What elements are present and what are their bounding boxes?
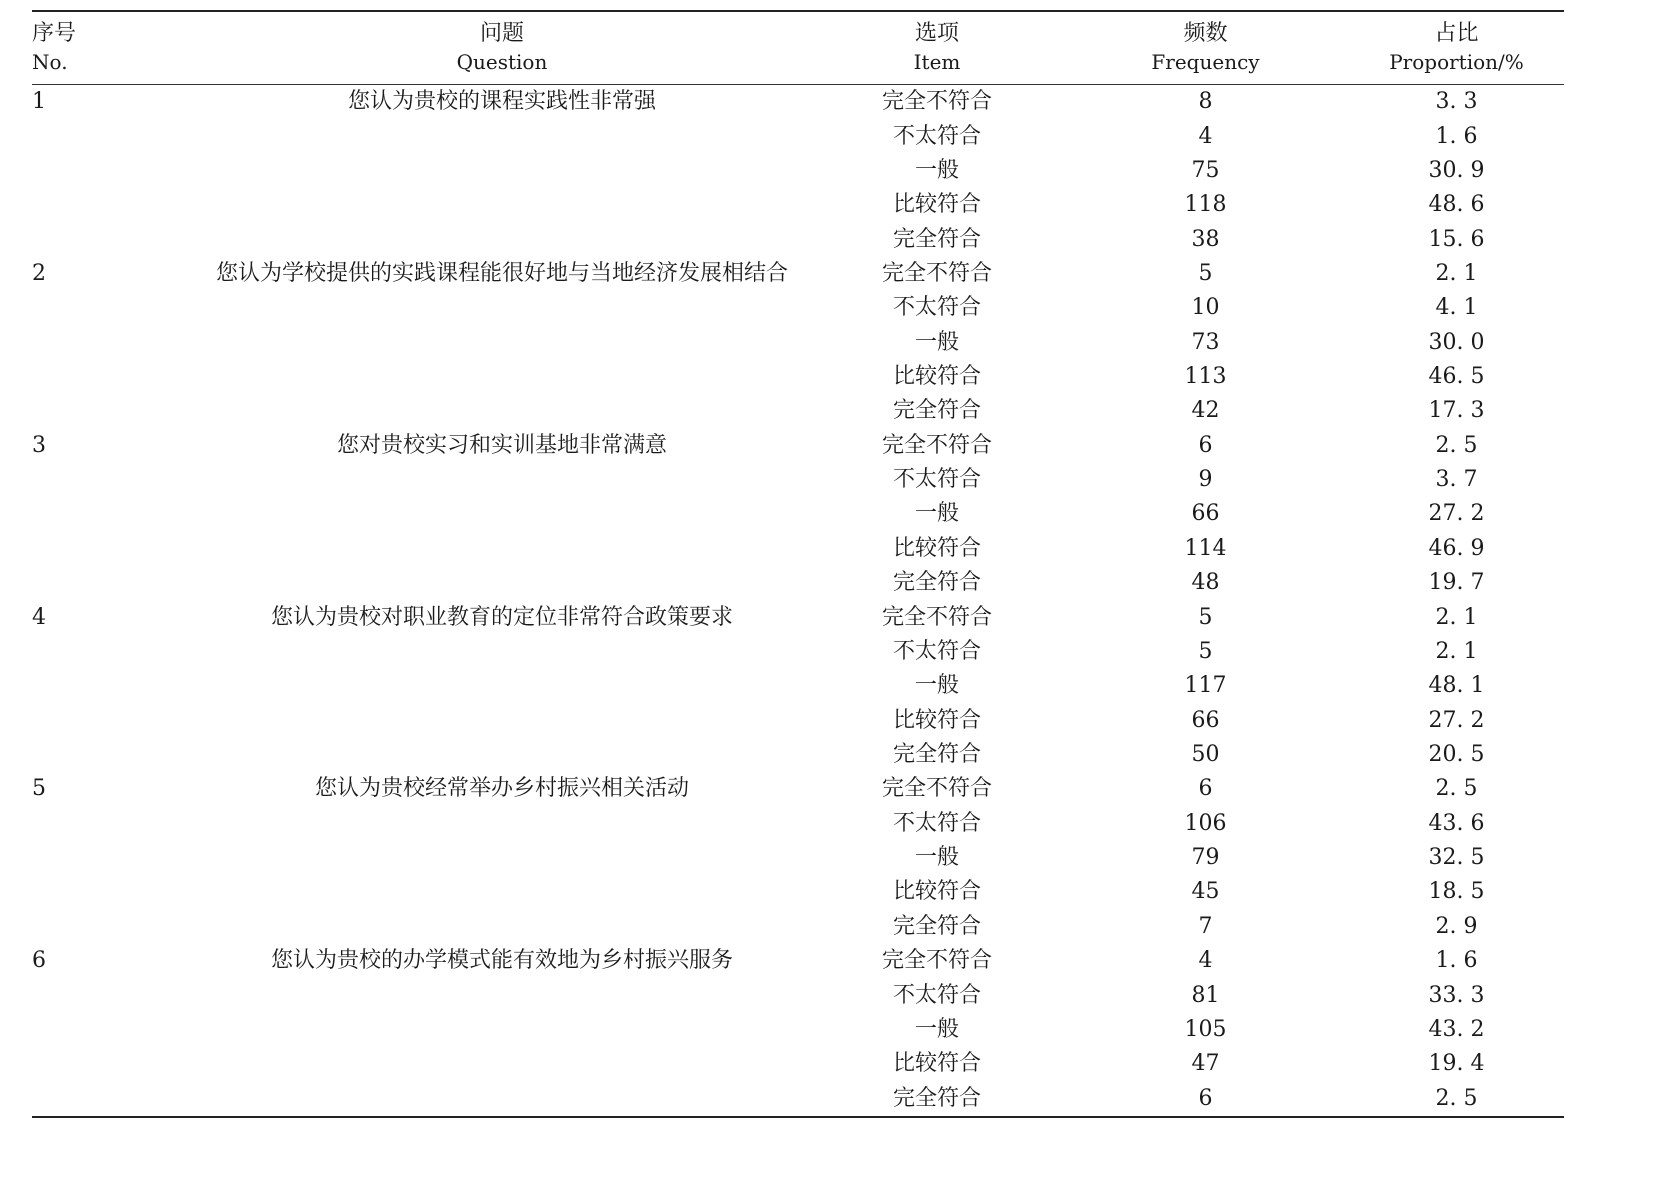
cell-no — [32, 1081, 192, 1115]
cell-question — [192, 703, 812, 737]
table-row — [32, 772, 1564, 806]
cell-item: 完全不符合 — [881, 776, 992, 802]
cell-question — [192, 222, 812, 256]
cell-item: 比较符合 — [892, 707, 981, 733]
cell-frequency: 106 — [1184, 810, 1227, 836]
table-row — [32, 1081, 1564, 1115]
cell-question — [192, 875, 812, 909]
cell-proportion: 48. 6 — [1428, 192, 1485, 218]
table-row — [32, 1013, 1564, 1047]
cell-proportion: 27. 2 — [1428, 707, 1485, 733]
cell-question — [192, 497, 812, 531]
cell-frequency: 38 — [1191, 226, 1220, 252]
cell-item: 不太符合 — [892, 467, 981, 493]
header-frequency — [1062, 12, 1349, 84]
cell-question — [192, 463, 812, 497]
cell-proportion: 15. 6 — [1428, 226, 1485, 252]
cell-question — [192, 119, 812, 153]
cell-no — [32, 807, 192, 841]
table-body — [32, 85, 1564, 1116]
cell-frequency: 48 — [1191, 570, 1220, 596]
cell-frequency: 7 — [1198, 913, 1213, 939]
header-proportion — [1349, 12, 1564, 84]
cell-item: 比较符合 — [892, 879, 981, 905]
cell-no: 6 — [32, 948, 46, 974]
cell-no — [32, 635, 192, 669]
table-row — [32, 85, 1564, 119]
cell-question — [192, 566, 812, 600]
cell-frequency: 47 — [1191, 1051, 1220, 1077]
cell-question — [192, 360, 812, 394]
cell-no — [32, 703, 192, 737]
cell-no — [32, 222, 192, 256]
cell-item: 一般 — [914, 673, 959, 699]
cell-item: 完全符合 — [892, 226, 981, 252]
cell-question — [192, 1081, 812, 1115]
cell-no: 4 — [32, 604, 46, 630]
cell-no — [32, 1013, 192, 1047]
table-row — [32, 119, 1564, 153]
header-frequency-cn: 频数 — [1183, 21, 1228, 46]
cell-no — [32, 669, 192, 703]
cell-no: 1 — [32, 89, 46, 115]
cell-question — [192, 326, 812, 360]
table-row — [32, 635, 1564, 669]
cell-frequency: 117 — [1184, 673, 1227, 699]
cell-question: 您对贵校实习和实训基地非常满意 — [336, 432, 667, 458]
cell-frequency: 73 — [1191, 329, 1220, 355]
cell-question — [192, 532, 812, 566]
cell-question — [192, 669, 812, 703]
cell-no — [32, 463, 192, 497]
cell-item: 完全符合 — [892, 913, 981, 939]
header-row — [32, 12, 1564, 84]
survey-table-body — [32, 85, 1564, 1116]
header-question — [192, 12, 812, 84]
table-row — [32, 497, 1564, 531]
cell-question — [192, 188, 812, 222]
table-row — [32, 841, 1564, 875]
table-row — [32, 1047, 1564, 1081]
cell-no — [32, 532, 192, 566]
table-row — [32, 257, 1564, 291]
table-row — [32, 326, 1564, 360]
header-item-cn: 选项 — [914, 21, 959, 46]
cell-question: 您认为贵校的课程实践性非常强 — [347, 89, 656, 115]
cell-item: 一般 — [914, 329, 959, 355]
cell-no — [32, 738, 192, 772]
cell-question: 您认为贵校的办学模式能有效地为乡村振兴服务 — [270, 948, 733, 974]
cell-no — [32, 119, 192, 153]
header-question-cn: 问题 — [479, 21, 524, 46]
cell-question — [192, 635, 812, 669]
cell-item: 一般 — [914, 1016, 959, 1042]
cell-frequency: 42 — [1191, 398, 1220, 424]
cell-item: 一般 — [914, 845, 959, 871]
header-no-cn: 序号 — [32, 21, 77, 46]
cell-frequency: 81 — [1191, 982, 1220, 1008]
cell-frequency: 105 — [1184, 1016, 1227, 1042]
table-row — [32, 360, 1564, 394]
header-question-en: Question — [456, 50, 548, 74]
table-row — [32, 669, 1564, 703]
cell-proportion: 2. 1 — [1435, 260, 1478, 286]
table-row — [32, 394, 1564, 428]
cell-proportion: 43. 6 — [1428, 810, 1485, 836]
cell-proportion: 17. 3 — [1428, 398, 1485, 424]
table-row — [32, 222, 1564, 256]
cell-no — [32, 497, 192, 531]
cell-frequency: 79 — [1191, 845, 1220, 871]
cell-frequency: 6 — [1198, 1085, 1213, 1111]
cell-proportion: 46. 9 — [1428, 535, 1485, 561]
cell-question — [192, 394, 812, 428]
cell-frequency: 113 — [1184, 364, 1227, 390]
cell-question — [192, 807, 812, 841]
cell-frequency: 45 — [1191, 879, 1220, 905]
cell-proportion: 2. 1 — [1435, 604, 1478, 630]
table-row — [32, 600, 1564, 634]
cell-proportion: 1. 6 — [1435, 123, 1478, 149]
cell-no — [32, 326, 192, 360]
cell-item: 完全符合 — [892, 570, 981, 596]
cell-question — [192, 841, 812, 875]
cell-proportion: 2. 5 — [1435, 776, 1478, 802]
table-header — [32, 12, 1564, 84]
cell-no — [32, 978, 192, 1012]
table-row — [32, 291, 1564, 325]
table-row — [32, 532, 1564, 566]
cell-frequency: 5 — [1198, 604, 1213, 630]
cell-proportion: 48. 1 — [1428, 673, 1485, 699]
header-proportion-cn: 占比 — [1434, 21, 1479, 46]
cell-frequency: 4 — [1198, 948, 1213, 974]
cell-question — [192, 910, 812, 944]
cell-no — [32, 360, 192, 394]
cell-frequency: 9 — [1198, 467, 1213, 493]
table-row — [32, 910, 1564, 944]
cell-proportion: 3. 3 — [1435, 89, 1478, 115]
cell-frequency: 6 — [1198, 776, 1213, 802]
cell-proportion: 19. 7 — [1428, 570, 1485, 596]
cell-item: 一般 — [914, 501, 959, 527]
cell-no — [32, 1047, 192, 1081]
table-row — [32, 738, 1564, 772]
cell-question: 您认为贵校对职业教育的定位非常符合政策要求 — [270, 604, 733, 630]
cell-no — [32, 188, 192, 222]
cell-item: 完全符合 — [892, 742, 981, 767]
cell-item: 不太符合 — [892, 123, 981, 149]
header-no — [32, 12, 192, 84]
table-bottom-rule — [32, 1116, 1564, 1118]
cell-no — [32, 154, 192, 188]
table-row — [32, 944, 1564, 978]
cell-no — [32, 875, 192, 909]
cell-frequency: 5 — [1198, 638, 1213, 664]
cell-proportion: 2. 5 — [1435, 432, 1478, 458]
cell-proportion: 18. 5 — [1428, 879, 1485, 905]
cell-item: 不太符合 — [892, 638, 981, 664]
cell-no — [32, 291, 192, 325]
cell-proportion: 30. 0 — [1428, 329, 1485, 355]
cell-item: 不太符合 — [892, 810, 981, 836]
cell-frequency: 5 — [1198, 260, 1213, 286]
cell-frequency: 10 — [1191, 295, 1220, 321]
cell-no: 5 — [32, 776, 46, 802]
cell-item: 完全不符合 — [881, 604, 992, 630]
cell-item: 比较符合 — [892, 535, 981, 561]
cell-frequency: 8 — [1198, 89, 1213, 115]
table-row — [32, 978, 1564, 1012]
cell-item: 比较符合 — [892, 1051, 981, 1077]
cell-item: 比较符合 — [892, 192, 981, 218]
cell-question: 您认为贵校经常举办乡村振兴相关活动 — [314, 776, 689, 802]
cell-item: 完全符合 — [892, 398, 981, 424]
cell-question — [192, 738, 812, 772]
cell-frequency: 6 — [1198, 432, 1213, 458]
cell-item: 完全不符合 — [881, 260, 992, 286]
cell-frequency: 66 — [1191, 707, 1220, 733]
survey-table-container — [32, 10, 1564, 1118]
cell-proportion: 46. 5 — [1428, 364, 1485, 390]
table-row — [32, 566, 1564, 600]
cell-frequency: 75 — [1191, 157, 1220, 183]
cell-item: 不太符合 — [892, 295, 981, 321]
cell-item: 不太符合 — [892, 982, 981, 1008]
cell-question — [192, 154, 812, 188]
cell-no: 2 — [32, 260, 46, 286]
cell-question — [192, 291, 812, 325]
table-row — [32, 703, 1564, 737]
cell-frequency: 50 — [1191, 742, 1220, 767]
cell-item: 比较符合 — [892, 364, 981, 390]
cell-item: 完全不符合 — [881, 89, 992, 115]
table-row — [32, 429, 1564, 463]
cell-frequency: 114 — [1184, 535, 1227, 561]
header-no-en: No. — [32, 50, 68, 74]
cell-no — [32, 566, 192, 600]
cell-item: 完全符合 — [892, 1085, 981, 1111]
cell-proportion: 27. 2 — [1428, 501, 1485, 527]
cell-proportion: 2. 9 — [1435, 913, 1478, 939]
cell-proportion: 43. 2 — [1428, 1016, 1485, 1042]
table-row — [32, 188, 1564, 222]
header-frequency-en: Frequency — [1151, 50, 1260, 74]
cell-frequency: 118 — [1184, 192, 1227, 218]
cell-no: 3 — [32, 432, 46, 458]
cell-question — [192, 1047, 812, 1081]
table-row — [32, 463, 1564, 497]
cell-item: 一般 — [914, 157, 959, 183]
cell-no — [32, 841, 192, 875]
cell-item: 完全不符合 — [881, 432, 992, 458]
cell-proportion: 32. 5 — [1428, 845, 1485, 871]
cell-proportion: 20. 5 — [1428, 742, 1485, 767]
cell-no — [32, 394, 192, 428]
cell-question: 您认为学校提供的实践课程能很好地与当地经济发展相结合 — [215, 260, 788, 286]
cell-proportion: 2. 1 — [1435, 638, 1478, 664]
header-item — [812, 12, 1062, 84]
cell-no — [32, 910, 192, 944]
cell-proportion: 19. 4 — [1428, 1051, 1485, 1077]
table-row — [32, 807, 1564, 841]
cell-proportion: 30. 9 — [1428, 157, 1485, 183]
cell-question — [192, 978, 812, 1012]
survey-table — [32, 12, 1564, 84]
cell-proportion: 3. 7 — [1435, 467, 1478, 493]
cell-proportion: 2. 5 — [1435, 1085, 1478, 1111]
table-row — [32, 875, 1564, 909]
cell-proportion: 33. 3 — [1428, 982, 1485, 1008]
table-row — [32, 154, 1564, 188]
cell-frequency: 4 — [1198, 123, 1213, 149]
cell-item: 完全不符合 — [881, 948, 992, 974]
cell-frequency: 66 — [1191, 501, 1220, 527]
header-proportion-en: Proportion/% — [1389, 50, 1524, 74]
cell-proportion: 1. 6 — [1435, 948, 1478, 974]
header-item-en: Item — [913, 50, 961, 74]
cell-question — [192, 1013, 812, 1047]
cell-proportion: 4. 1 — [1435, 295, 1478, 321]
